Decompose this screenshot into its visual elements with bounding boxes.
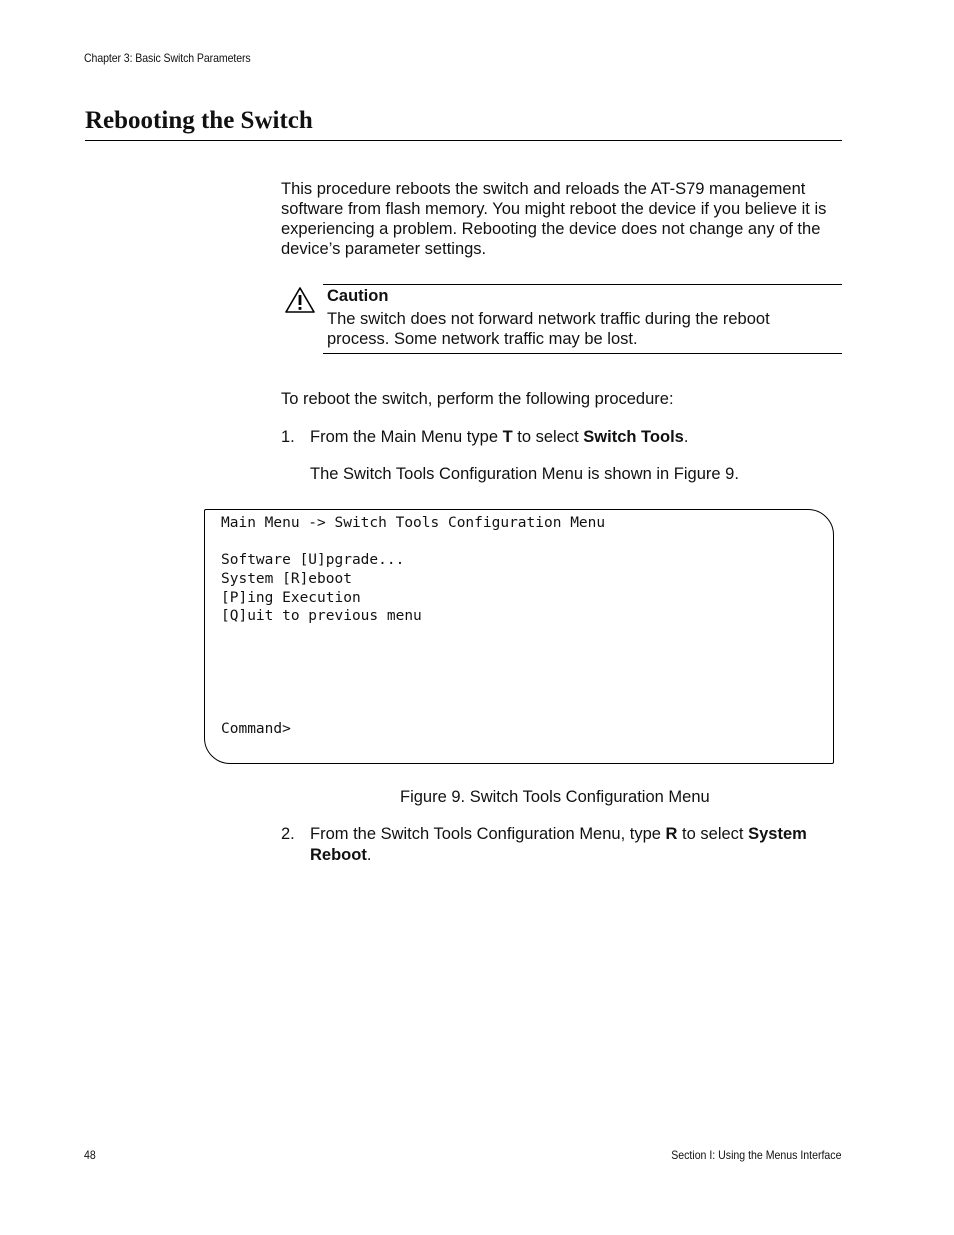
step-key: T <box>502 428 513 446</box>
terminal-menu-path: Main Menu -> Switch Tools Configuration Menu <box>221 515 606 531</box>
procedure-lead-in: To reboot the switch, perform the following procedure: <box>281 390 674 408</box>
warning-triangle-icon <box>284 286 316 314</box>
terminal-option: Software [U]pgrade... <box>221 552 405 568</box>
title-rule <box>85 140 842 141</box>
terminal-option: System [R]eboot <box>221 571 352 587</box>
step-1-note: The Switch Tools Configuration Menu is shown in Figure 9. <box>310 465 739 483</box>
terminal-option: [P]ing Execution <box>221 590 361 606</box>
step-target: System Reboot <box>310 825 807 864</box>
figure-caption: Figure 9. Switch Tools Configuration Menu <box>400 788 710 806</box>
section-title: Rebooting the Switch <box>85 107 313 134</box>
step-target: Switch Tools <box>583 428 684 446</box>
step-text-mid: to select <box>677 825 749 843</box>
terminal-prompt: Command> <box>221 721 291 737</box>
terminal-screen <box>204 509 834 764</box>
step-text-post: . <box>683 428 689 446</box>
step-key: R <box>665 825 678 843</box>
caution-label: Caution <box>327 287 389 305</box>
running-head: Chapter 3: Basic Switch Parameters <box>84 51 251 65</box>
footer-section-name: Section I: Using the Menus Interface <box>670 1148 841 1162</box>
caution-rule-bottom <box>323 353 842 354</box>
page-number: 48 <box>84 1148 96 1162</box>
step-text-mid: to select <box>512 428 584 446</box>
caution-rule-top <box>323 284 842 285</box>
caution-block <box>281 284 842 354</box>
step-text <box>310 824 841 866</box>
step-number: 1. <box>281 428 295 446</box>
step-text-post: . <box>366 846 372 864</box>
step-number: 2. <box>281 825 295 843</box>
intro-paragraph: This procedure reboots the switch and reloads the AT-S79 management software from flash memory. You might reboot the device if you believe it is experiencing a problem. Rebooting the device does not change any of the device’s parameter settings. <box>281 180 827 258</box>
step-text-pre: From the Switch Tools Configuration Menu, type <box>310 825 666 843</box>
step-text <box>310 427 841 448</box>
terminal-option: [Q]uit to previous menu <box>221 608 422 624</box>
caution-text: The switch does not forward network traffic during the reboot process. Some network traffic may be lost. <box>327 310 770 348</box>
step-text-pre: From the Main Menu type <box>310 428 503 446</box>
